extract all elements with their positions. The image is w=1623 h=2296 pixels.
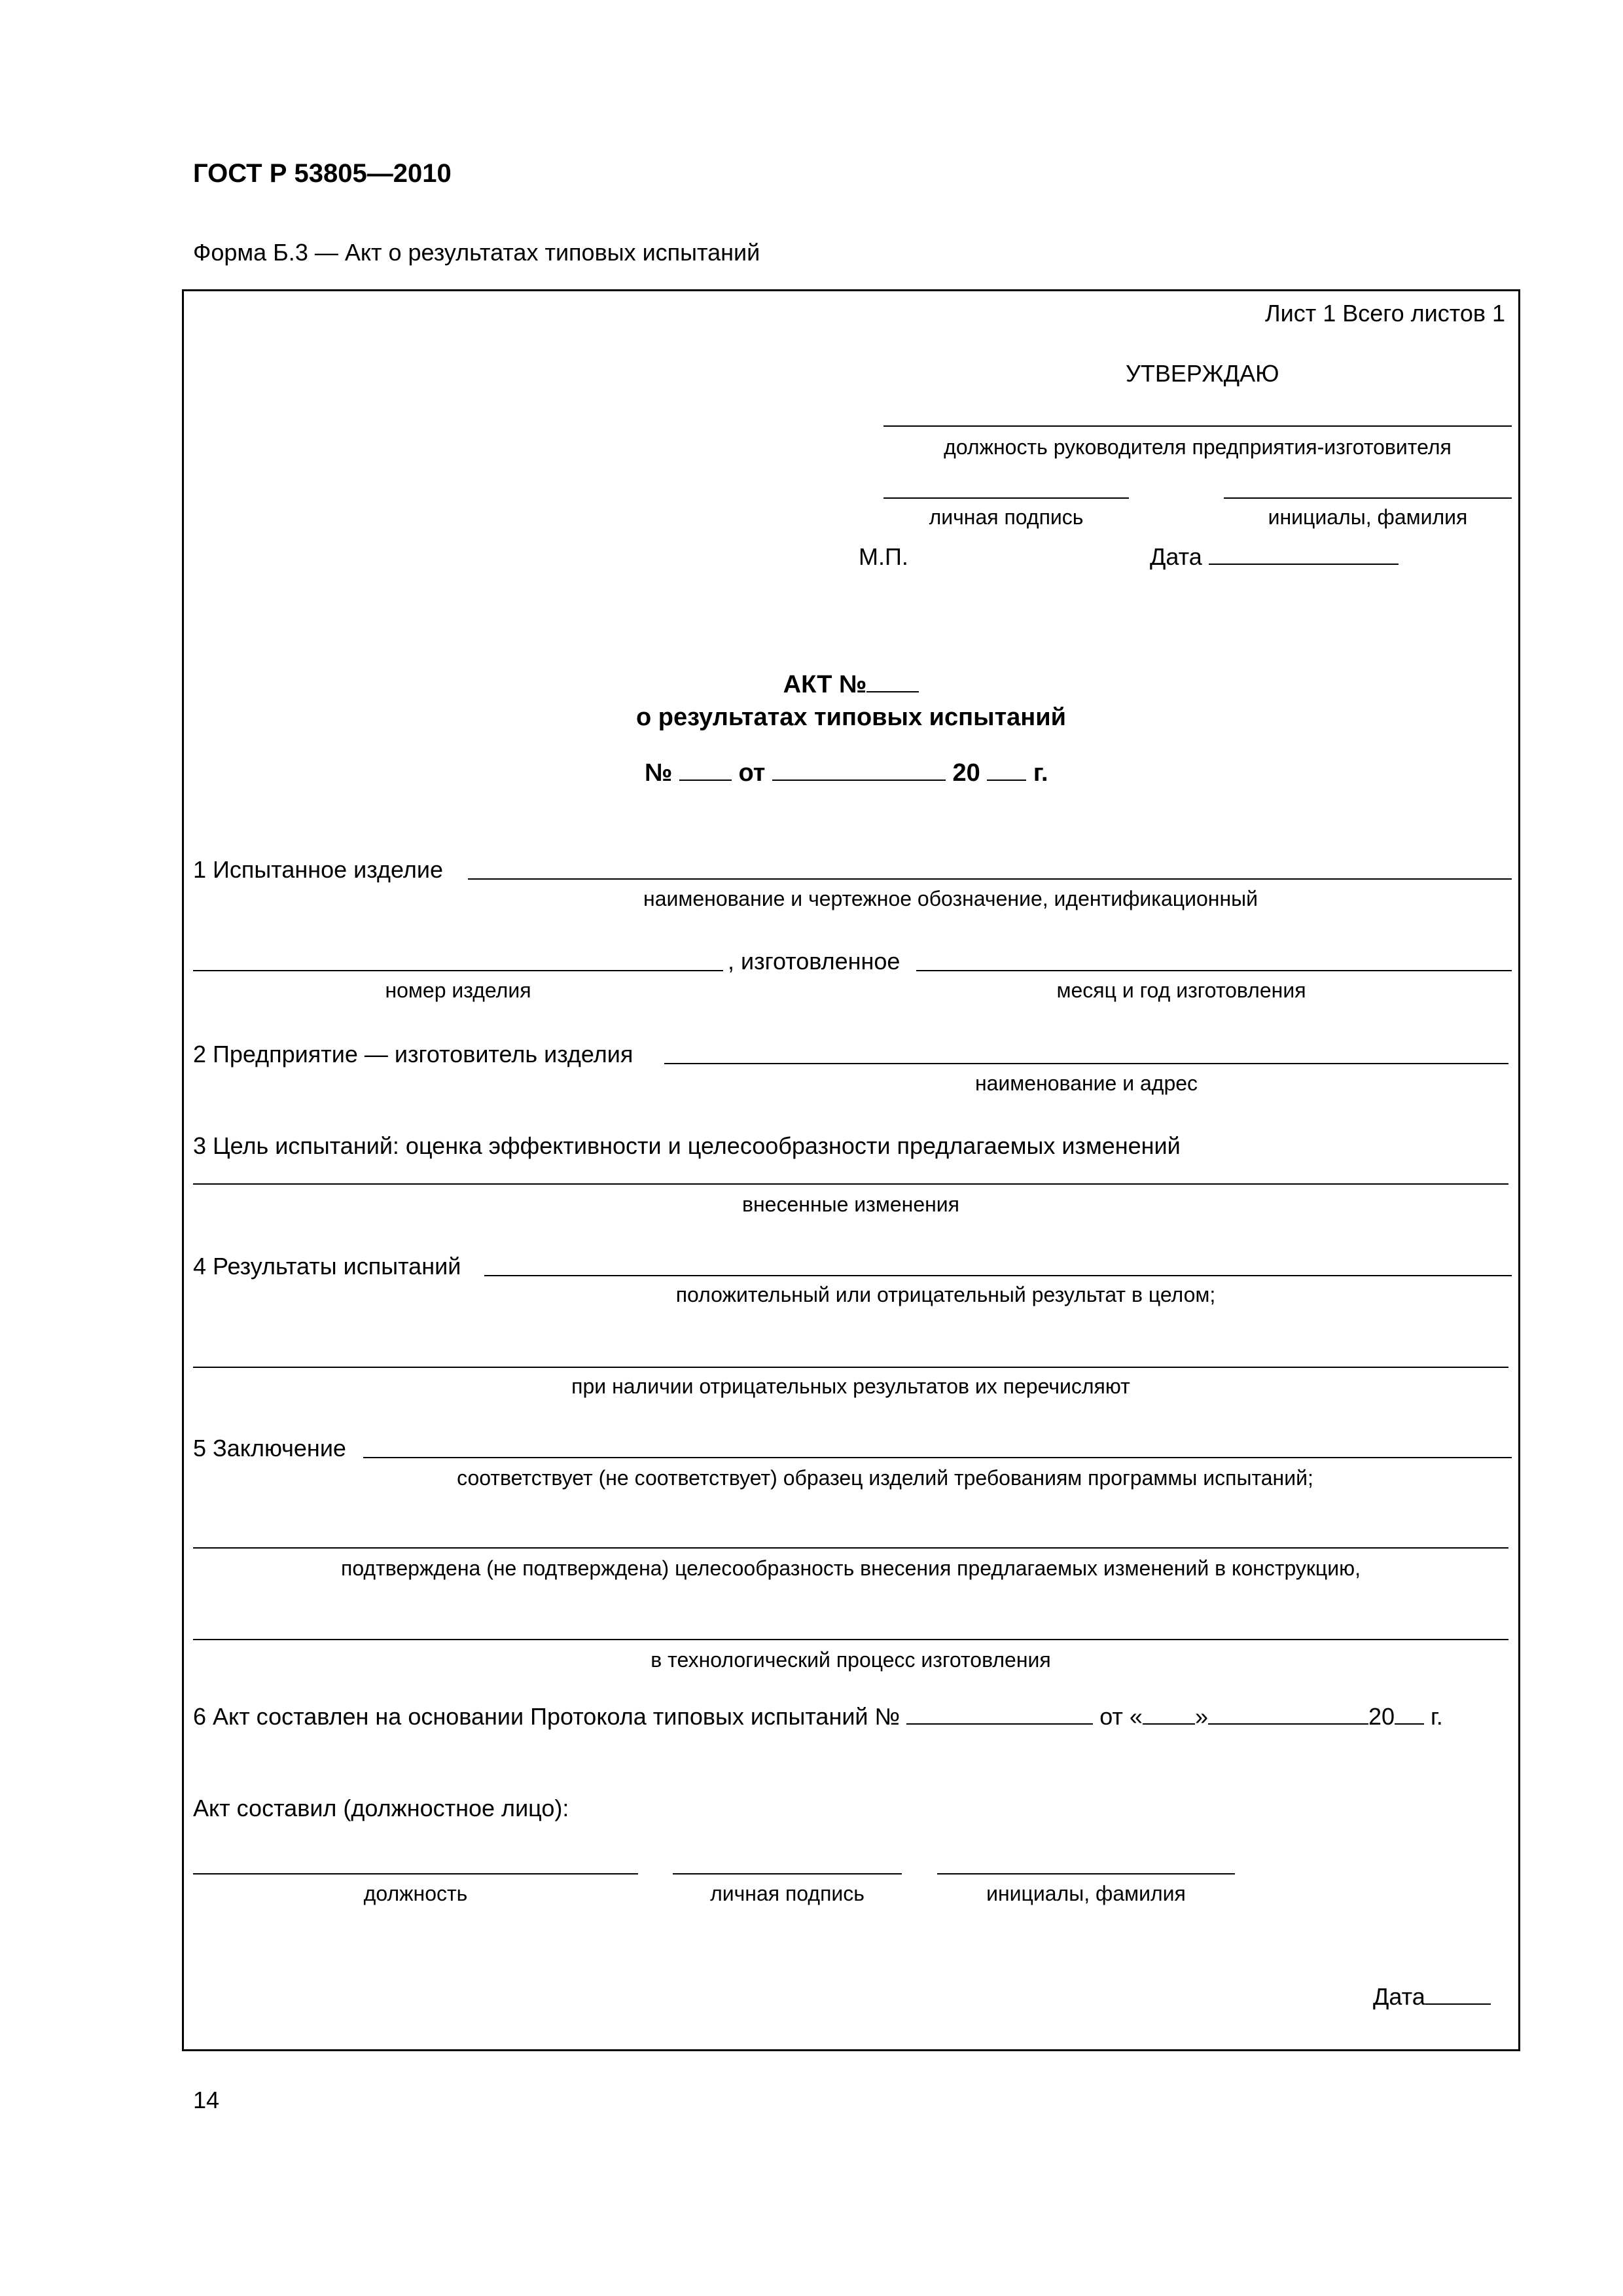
act-from-label: от (738, 759, 766, 787)
item6-label: 6 Акт составлен на основании Протокола типовых испытаний № (193, 1703, 901, 1730)
act-subtitle: о результатах типовых испытаний (636, 704, 1066, 731)
act-year-prefix: 20 (952, 759, 980, 787)
item5-field-2[interactable] (193, 1547, 1508, 1549)
act-title-text: АКТ № (783, 671, 867, 698)
act-year-suffix: г. (1033, 759, 1048, 787)
item1-date-field[interactable] (916, 970, 1512, 971)
compiler-initials-field[interactable] (937, 1873, 1235, 1874)
item1-field[interactable] (468, 878, 1512, 880)
compiler-signature-label: личная подпись (710, 1882, 865, 1905)
item6-quote-close: » (1194, 1703, 1208, 1730)
item6-from-label: от « (1099, 1703, 1143, 1730)
form-caption: Форма Б.3 — Акт о результатах типовых испытаний (193, 239, 760, 266)
standard-id: ГОСТ Р 53805—2010 (193, 159, 452, 188)
item5-field[interactable] (363, 1457, 1512, 1458)
item2-hint: наименование и адрес (974, 1071, 1198, 1095)
item6-year-field[interactable] (1395, 1723, 1424, 1725)
compiler-position-label: должность (363, 1882, 468, 1905)
item4-hint1: положительный или отрицательный результат в целом; (675, 1283, 1216, 1306)
compiler-position-field[interactable] (193, 1873, 638, 1874)
item6-year-prefix: 20 (1368, 1703, 1395, 1730)
item6-month-field[interactable] (1208, 1723, 1368, 1725)
approve-date-field[interactable] (1209, 563, 1399, 565)
head-initials-line[interactable] (1224, 497, 1512, 499)
final-date-field[interactable] (1425, 2003, 1491, 2005)
item5-hint2: подтверждена (не подтверждена) целесообразность внесения предлагаемых изменений в конструкцию, (340, 1556, 1361, 1580)
compiled-by-label: Акт составил (должностное лицо): (193, 1795, 569, 1821)
stamp-label: М.П. (859, 543, 908, 570)
final-date (1373, 1983, 1491, 2011)
approve-heading: УТВЕРЖДАЮ (1126, 360, 1279, 387)
item2-label: 2 Предприятие — изготовитель изделия (193, 1041, 633, 1067)
approve-date-label: Дата (1150, 543, 1202, 570)
head-position-line[interactable] (883, 425, 1512, 427)
item4-hint2: при наличии отрицательных результатов их перечисляют (571, 1374, 1130, 1398)
item1-label: 1 Испытанное изделие (193, 856, 443, 883)
compiler-initials-label: инициалы, фамилия (986, 1882, 1186, 1905)
compiler-signature-field[interactable] (673, 1873, 902, 1874)
item1-number-hint: номер изделия (385, 978, 531, 1002)
item5-label: 5 Заключение (193, 1435, 346, 1462)
item5-hint3: в технологический процесс изготовления (651, 1648, 1051, 1672)
act-number-date (645, 759, 1048, 787)
item6-protocol-number-field[interactable] (906, 1723, 1093, 1725)
item2-field[interactable] (664, 1063, 1508, 1064)
item1-number-field[interactable] (193, 970, 723, 971)
act-year-field[interactable] (987, 779, 1026, 781)
item5-field-3[interactable] (193, 1639, 1508, 1640)
item1-hint: наименование и чертежное обозначение, идентификационный (643, 887, 1258, 910)
act-number-prefix: № (645, 759, 673, 787)
item3-hint: внесенные изменения (742, 1193, 959, 1216)
page-number: 14 (193, 2087, 220, 2113)
item6-row (193, 1703, 1443, 1731)
item6-day-field[interactable] (1143, 1723, 1195, 1725)
act-date-field[interactable] (772, 779, 946, 781)
head-position-label: должность руководителя предприятия-изготовителя (944, 435, 1452, 459)
act-title (182, 671, 1520, 699)
item4-field-2[interactable] (193, 1367, 1508, 1368)
item5-hint1: соответствует (не соответствует) образец изделий требованиям программы испытаний; (457, 1466, 1313, 1490)
item1-made-label: , изготовленное (728, 948, 901, 975)
sheet-info: Лист 1 Всего листов 1 (1264, 300, 1505, 327)
act-reg-number-field[interactable] (679, 779, 732, 781)
item4-field[interactable] (484, 1275, 1512, 1276)
item3-label: 3 Цель испытаний: оценка эффективности и целесообразности предлагаемых изменений (193, 1132, 1181, 1159)
item4-label: 4 Результаты испытаний (193, 1253, 461, 1280)
item3-field[interactable] (193, 1183, 1508, 1185)
approve-date (1150, 543, 1399, 571)
head-signature-line[interactable] (883, 497, 1129, 499)
head-initials-label: инициалы, фамилия (1268, 505, 1468, 529)
item6-year-suffix: г. (1424, 1703, 1443, 1730)
act-number-field[interactable] (866, 691, 919, 692)
item1-date-hint: месяц и год изготовления (1056, 978, 1306, 1002)
head-signature-label: личная подпись (929, 505, 1084, 529)
final-date-label: Дата (1373, 1983, 1425, 2010)
